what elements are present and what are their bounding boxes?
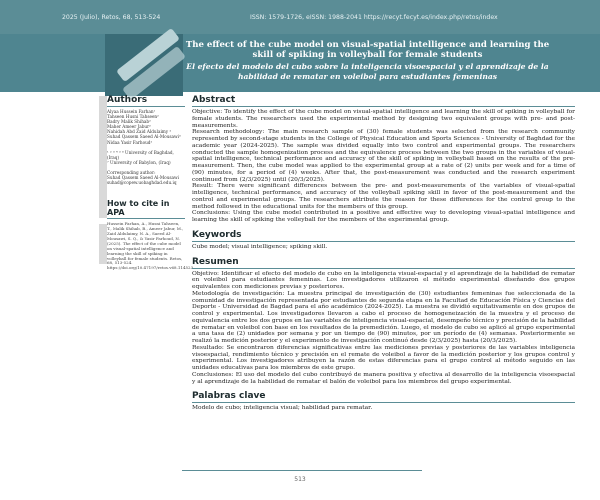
article-title: [185, 40, 550, 88]
author-name: Nahidah Abd Zaid Aldulaimy ²: [107, 129, 172, 135]
journal-issn: ISSN: 1579-1726, eISSN: 1988-2041 https://recyt.fecyt.es/index.php/retos/index: [250, 14, 498, 21]
abstract-heading: Abstract: [192, 95, 575, 107]
resumen-paragraph: Conclusiones: El uso del modelo del cubo contribuyó de manera positiva y efectiva al desarrollo de la inteligencia visoespacial y al aprendizaje de la habilidad de rematar el balón de voleibol para los miembros del grupo experimental.: [192, 371, 575, 385]
corresponding-email[interactable]: suhad@copew.uobaghdad.edu.iq: [107, 180, 177, 186]
author-name: Alyaa Hussein Farhan¹: [107, 109, 156, 114]
abstract-paragraph: Research methodology: The main research sample of (30) female students was selected from the research community represented by second-stage students in the College of Physical Education and Sports Sciences - University of Baghdad for the academic year (2024-2025). The sample was divided equally into two control and experimental groups. The researchers conducted the sample homogenization process and the equivalence process between the two groups in the variables of visual-spatial intelligence, technical performance and accuracy of the skill of spiking in volleyball based on the results of the pre-measurement. Then, the cube model was applied to the experimental group at a rate of (2) units per week and for a time of (90) minutes, for a period of (4) weeks. After that, the post-measurement was conducted and the research experiment continued from (2/3/2025) until (20/3/2025).: [192, 129, 575, 183]
affiliations: [107, 150, 185, 165]
title-spanish: El efecto del modelo del cubo sobre la inteligencia visoespacial y el aprendizaje de la habilidad de rematar en voleibol para estudiantes femeninas: [186, 62, 549, 81]
footer-rule: [182, 470, 422, 471]
abstract-paragraph: Result: There were significant differences between the pre- and post-measurements of the variables of visual-spatial intelligence, technical performance, and accuracy of the volleyball spiking skill in favor of the post-measurement and the control and experimental groups. The researchers attribute the reason for these differences for the control group to the method followed in the educational units for the members of this group.: [192, 183, 575, 210]
author-name: Suhad Qassem Saeed Al-Mousawi³: [107, 134, 181, 140]
left-column: [107, 95, 194, 271]
resumen-body: [192, 271, 575, 386]
abstract-paragraph: Objective: To identify the effect of the cube model on visual-spatial intelligence and learning the skill of spiking in volleyball for female students. The researchers used the experimental method by designing two equivalent groups with pre- and post-measurements.: [192, 109, 575, 129]
author-name: Tahseen Husni Tahseen²: [107, 114, 159, 120]
affiliation: ¹ ² ³ ⁴ ⁵ ⁶ University of Baghdad, (Iraq): [107, 149, 174, 160]
authors-heading: Authors: [107, 95, 185, 107]
abstract-paragraph: Conclusions: Using the cube model contributed in a positive and effective way to developing visual-spatial intelligence and learning the skill of spiking the volleyball for the members of the experimental group.: [192, 210, 575, 223]
right-column: [192, 95, 575, 412]
corresponding-label: Corresponding author:: [107, 169, 156, 175]
keywords-text: Cube model; visual intelligence; spiking skill.: [192, 243, 328, 250]
corresponding-author: [107, 170, 185, 185]
title-english: The effect of the cube model on visual-spatial intelligence and learning the skill of spiking in volleyball for female students: [185, 40, 550, 60]
margin-bar: [99, 96, 107, 218]
affiliation: ⁷ University of Babylon, (Iraq): [107, 159, 171, 165]
resumen-paragraph: Resultado: Se encontraron diferencias significativas entre las mediciones previas y posteriores de las variables inteligencia visoespacial, rendimiento técnico y precisión en el remate de voleibol a favor de la medición posterior y los grupos control y experimental. Los investigadores atribuyen la razón de estas diferencias para el grupo control al método seguido en las unidades educativas para los miembros de este grupo.: [192, 344, 575, 371]
apa-citation: Hussein Farhan, A., Husni Tahseen, T., Malik Shihab, B., Ameer Jabur, M., Zaid Aldulaimy, N. A., Saeed Al-Mousawi, S. Q., & Yasir Farhoud, N. (2025). The effect of the cube model on visual-spatial intelligence and learning the skill of spiking in volleyball for female students. Retos, 68, 513-524. https://doi.org/10.47197/retos.v68.114523: [107, 221, 194, 271]
journal-logo: [105, 34, 183, 96]
margin-bar: [99, 224, 107, 264]
author-list: [107, 109, 185, 145]
apa-heading: How to cite in APA: [107, 199, 185, 219]
author-name: Badry Malik Shihab²: [107, 119, 151, 125]
resumen-heading: Resumen: [192, 257, 575, 269]
palabras-text: Modelo de cubo; inteligencia visual; habilidad para rematar.: [192, 405, 373, 412]
resumen-paragraph: Objetivo: Identificar el efecto del modelo de cubo en la inteligencia visual-espacial y el aprendizaje de la habilidad de rematar en voleibol para estudiantes femeninas. Los investigadores utilizaron el método experimental diseñando dos grupos equivalentes con mediciones previas y posteriores.: [192, 270, 575, 290]
journal-citation: 2025 (Julio), Retos, 68, 513-524: [62, 14, 161, 21]
page-number: 513: [294, 476, 306, 483]
author-name: Maher Ameer Jabur²: [107, 124, 151, 130]
resumen-paragraph: Metodología de investigación: La muestra principal de investigación de (30) estudiantes femeninas fue seleccionada de la comunidad de investigación representada por estudiantes de segunda etapa en la Facultad de Educación Física y Ciencias del Deporte - Universidad de Bagdad para el año académico (2024-2025). La muestra se dividió equitativamente en dos grupos de control y experimental. Los investigadores llevaron a cabo el proceso de homogeneización de la muestra y el proceso de equivalencia entre los dos grupos en las variables de inteligencia visual-espacial, desempeño técnico y precisión de la habilidad de rematar en voleibol con base en los resultados de la premedición. Luego, el modelo de cubo se aplicó al grupo experimental a una tasa de (2) unidades por semana y por un tiempo de (90) minutos, por un período de (4) semanas. Posteriormente se realizó la medición posterior y el experimento de investigación continuó desde (2/3/2025) hasta (20/3/2025).: [192, 290, 575, 344]
abstract-body: [192, 109, 575, 224]
author-name: Nidaa Yasir Farhoud²: [107, 139, 153, 145]
palabras-heading: Palabras clave: [192, 391, 575, 403]
keywords-heading: Keywords: [192, 230, 575, 242]
corresponding-name: Suhad Qassem Saeed Al-Mousawi: [107, 175, 179, 181]
